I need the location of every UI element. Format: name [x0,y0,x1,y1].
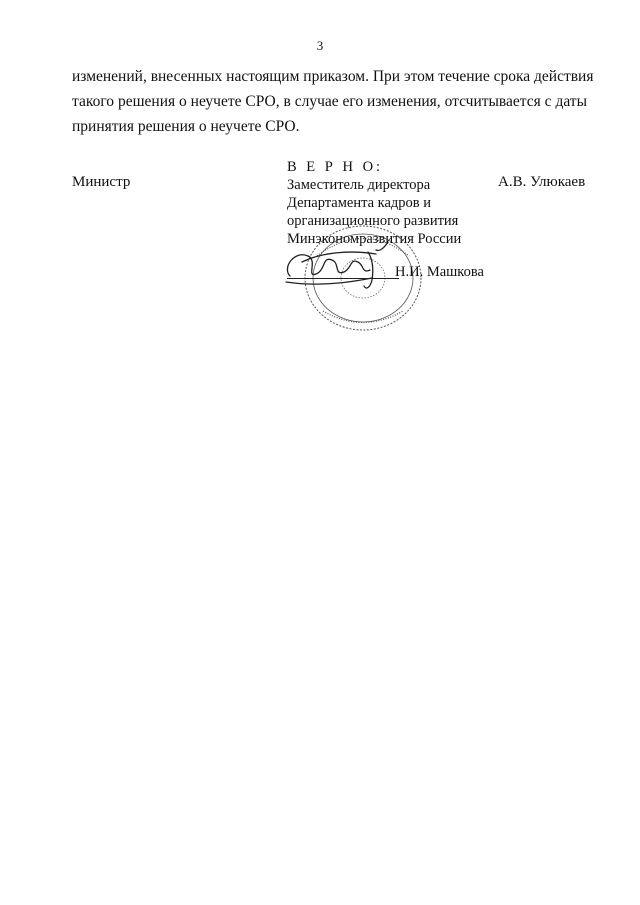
certification-heading: В Е Р Н О: [287,159,384,175]
body-line-3: принятия решения о неучете СРО. [72,118,300,135]
signature-row [287,260,487,284]
signature-underline [287,278,399,279]
certifier-name: Н.И. Машкова [395,264,484,280]
certification-block [287,158,461,248]
position-line-4: Минэкономразвития России [287,231,462,247]
body-paragraph [72,64,594,139]
position-line-1: Заместитель директора [287,177,431,193]
position-line-3: организационного развития [287,213,459,229]
page-number: 3 [316,38,324,53]
body-line-1: изменений, внесенных настоящим приказом. При этом течение срока действия [72,68,594,85]
body-line-2: такого решения о неучете СРО, в случае его изменения, отсчитывается с даты [72,93,587,110]
signatory-title: Министр [72,174,131,190]
position-line-2: Департамента кадров и [287,195,432,211]
signatory-name: А.В. Улюкаев [498,174,586,190]
